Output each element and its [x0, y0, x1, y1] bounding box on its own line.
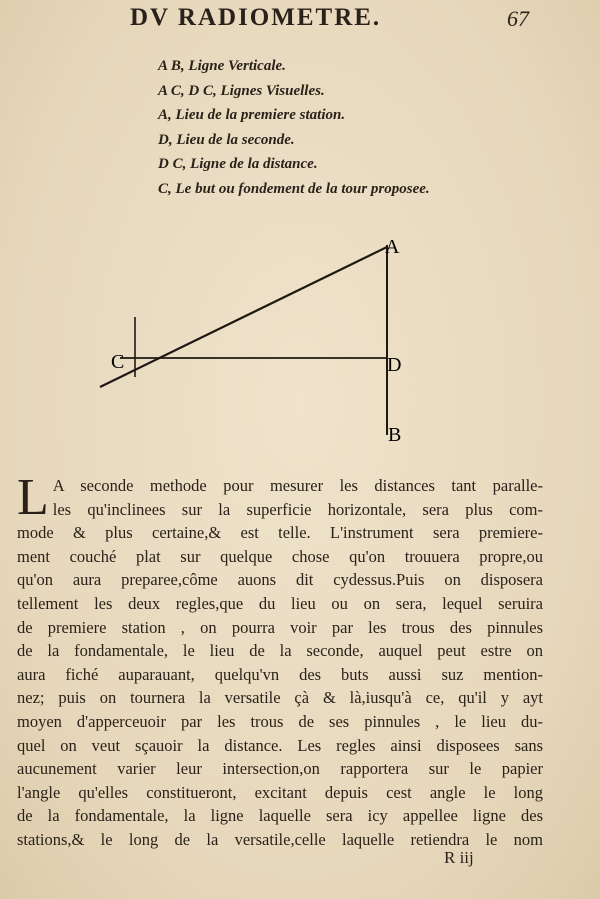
text-line: A seconde methode pour mesurer les distances tant paralle- — [52, 476, 543, 495]
legend-line: D C, Ligne de la distance. — [158, 156, 318, 172]
label-b: B — [388, 424, 402, 446]
text-line: aucunement varier leur intersection,on rapportera sur le papier — [17, 759, 543, 779]
drop-capital: L — [17, 469, 49, 526]
legend-line: A, Lieu de la premiere station. — [158, 107, 346, 123]
body-text — [17, 469, 543, 852]
figure-legend — [158, 54, 430, 201]
signature-mark: R iij — [444, 848, 474, 867]
legend-line: D, Lieu de la seconde. — [158, 131, 295, 148]
label-a: A — [385, 236, 400, 258]
legend-line: C, Le but ou fondement de la tour proposee. — [158, 180, 430, 197]
geometric-diagram — [95, 225, 425, 450]
text-line: de la fondamentale, le lieu de la seconde, auquel peut estre on — [17, 641, 543, 661]
text-line: nez; puis on tournera la versatile çà & là,iusqu'à ce, qu'il y ayt — [17, 688, 543, 708]
legend-line: A C, D C, Lignes Visuelles. — [158, 82, 325, 99]
text-line: ment couché plat sur quelque chose qu'on trouuera propre,ou — [17, 546, 543, 566]
label-c: C — [111, 351, 125, 373]
text-line: de la fondamentale, la ligne laquelle sera icy appellee ligne des — [17, 806, 543, 826]
text-line: les qu'inclinees sur la superficie horizontale, sera plus com- — [52, 499, 543, 519]
text-line: qu'on aura preparee,côme auons dit cydessus.Puis on disposera — [17, 570, 543, 590]
text-line: aura fiché auparauant, quelqu'vn des buts aussi suz mention- — [17, 664, 543, 684]
text-line: de premiere station , on pourra voir par les trous des pinnules — [17, 617, 543, 637]
visual-line-ac — [100, 247, 387, 387]
text-line: tellement les deux regles,que du lieu ou on sera, lequel seruira — [17, 593, 543, 613]
running-head: DV RADIOMETRE. — [130, 4, 382, 31]
text-line: stations,& le long de la versatile,celle laquelle retiendra le nom — [17, 829, 543, 849]
page-number: 67 — [507, 6, 529, 31]
text-line: mode & plus certaine,& est telle. L'instrument sera premiere- — [17, 523, 543, 543]
text-line: quel on veut sçauoir la distance. Les regles ainsi disposees sans — [17, 735, 543, 755]
legend-line: A B, Ligne Verticale. — [158, 58, 286, 74]
text-line: l'angle qu'elles constitueront, excitant depuis cest angle le long — [17, 782, 543, 802]
label-d: D — [387, 354, 402, 376]
text-line: moyen d'apperceuoir par les trous de ses pinnules , le lieu du- — [17, 711, 543, 731]
